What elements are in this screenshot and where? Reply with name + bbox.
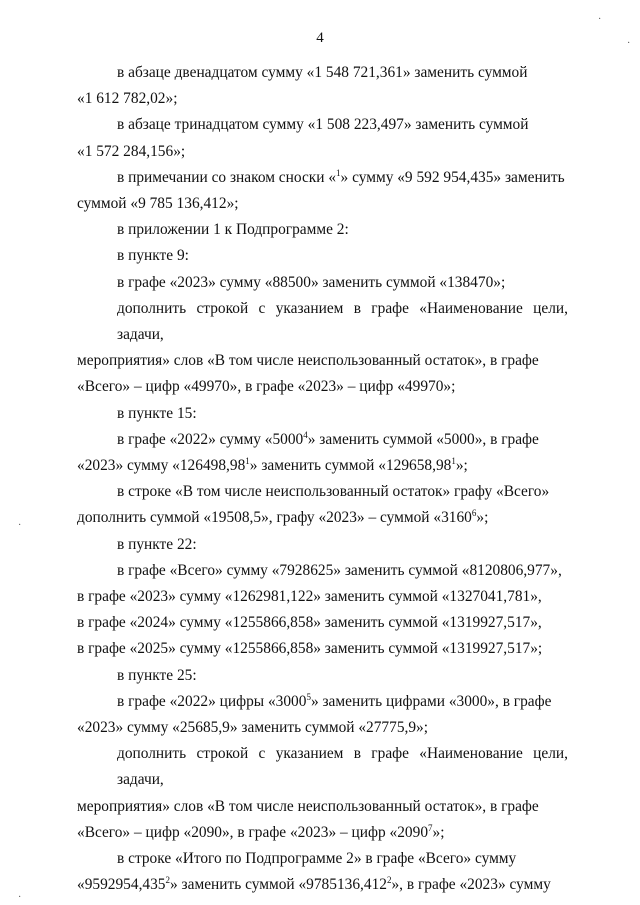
text-segment: » сумму «9 592 954,435» заменить [340,168,565,186]
text-segment: в графе «2025» сумму «1255866,858» заменить суммой «1319927,517»; [77,640,543,658]
footnote-mark: 2 [386,875,392,886]
text-segment: » заменить суммой «5000», в графе [307,430,539,448]
footnote-mark: 6 [471,508,477,519]
text-segment: в графе «Всего» сумму «7928625» заменить суммой «8120806,977», [117,561,562,579]
paragraph [77,532,568,558]
paragraph [77,270,568,296]
text-line [77,60,568,86]
footnote-mark: 4 [303,429,308,440]
text-segment: »; [455,457,468,475]
text-line [77,86,568,112]
text-segment: дополнить строкой с указанием в графе «Наименование цели, задачи, [117,745,568,789]
text-line [77,558,568,584]
scan-speck: · [627,38,631,49]
text-line [77,427,568,453]
text-segment: «Всего» – цифр «2090», в графе «2023» – цифр «2090 [77,823,429,841]
text-segment: дополнить суммой «19508,5», графу «2023» – суммой «3160 [77,509,472,527]
paragraph [77,296,568,401]
text-segment: » заменить суммой «9785136,412 [170,876,387,894]
footnote-mark: 7 [428,822,433,833]
paragraph [77,689,568,741]
text-line [77,191,568,217]
paragraph [77,165,568,217]
text-segment: «9592954,435 [77,876,166,894]
text-segment: «Всего» – цифр «49970», в графе «2023» – цифр «49970»; [77,378,456,396]
text-segment: », в графе «2023» сумму [391,876,551,894]
footnote-mark: 1 [245,455,250,466]
text-segment: в пункте 9: [117,247,189,265]
text-segment: в строке «В том числе неиспользованный остаток» графу «Всего» [117,483,550,501]
text-segment: » заменить суммой «129658,98 [249,457,452,475]
page-number: 4 [316,30,324,46]
text-line [77,872,568,898]
text-line [77,610,568,636]
text-line [77,532,568,558]
text-line [77,401,568,427]
text-segment: в абзаце двенадцатом сумму «1 548 721,361» заменить суммой [117,64,528,81]
text-segment: в графе «2024» сумму «1255866,858» заменить суммой «1319927,517», [77,614,542,632]
document-body [77,60,568,899]
text-line [77,715,568,741]
text-line [77,846,568,872]
text-line [77,165,568,191]
paragraph [77,479,568,531]
text-segment: в графе «2022» цифры «3000 [117,692,307,710]
text-line [77,296,568,348]
text-line [77,794,568,820]
paragraph [77,663,568,689]
text-segment: суммой «9 785 136,412»; [77,195,239,213]
text-segment: мероприятия» слов «В том числе неиспользованный остаток», в графе [77,352,539,370]
scan-speck: · [598,14,602,25]
text-segment: «2023» сумму «25685,9» заменить суммой «27775,9»; [77,719,429,737]
text-segment: дополнить строкой с указанием в графе «Наименование цели, задачи, [117,299,568,344]
text-segment: в графе «2023» сумму «1262981,122» заменить суммой «1327041,781», [77,588,542,606]
text-segment: в пункте 25: [117,666,197,684]
text-line [77,112,568,138]
text-segment: » заменить цифрами «3000», в графе [310,692,552,710]
text-line [77,270,568,296]
scan-speck: · [18,892,22,903]
footnote-mark: 5 [306,691,311,702]
text-line [77,820,568,846]
paragraph [77,427,568,479]
text-segment: мероприятия» слов «В том числе неиспользованный остаток», в графе [77,797,539,815]
text-line [77,374,568,400]
text-segment: в строке «Итого по Подпрограмме 2» в графе «Всего» сумму [117,850,517,868]
text-line [77,584,568,610]
scan-speck: · [18,520,22,531]
text-segment: в графе «2022» сумму «5000 [117,430,304,448]
text-line [77,636,568,662]
text-segment: в графе «2023» сумму «88500» заменить суммой «138470»; [117,273,506,291]
text-line [77,663,568,689]
text-line [77,741,568,793]
footnote-mark: 1 [451,455,456,466]
paragraph [77,217,568,243]
text-segment: «1 612 782,02»; [77,90,178,108]
text-segment: в пункте 22: [117,535,197,553]
text-segment: «2023» сумму «126498,98 [77,457,246,475]
text-line [77,217,568,243]
text-line [77,479,568,505]
text-segment: «1 572 284,156»; [77,142,186,160]
paragraph [77,60,568,112]
paragraph [77,112,568,164]
footnote-mark: 1 [336,167,341,178]
text-line [77,689,568,715]
paragraph [77,741,568,846]
text-segment: в приложении 1 к Подпрограмме 2: [117,221,349,239]
text-line [77,139,568,165]
paragraph [77,558,568,663]
text-segment: »; [432,823,445,841]
text-segment: в примечании со знаком сноски « [117,168,337,186]
text-line [77,505,568,531]
text-line [77,348,568,374]
text-segment: »; [476,509,489,527]
text-line [77,243,568,269]
text-line [77,453,568,479]
paragraph [77,243,568,269]
footnote-mark: 2 [165,875,170,886]
paragraph [77,846,568,898]
text-segment: в пункте 15: [117,404,197,422]
text-segment: в абзаце тринадцатом сумму «1 508 223,497» заменить суммой [117,116,529,134]
paragraph [77,401,568,427]
